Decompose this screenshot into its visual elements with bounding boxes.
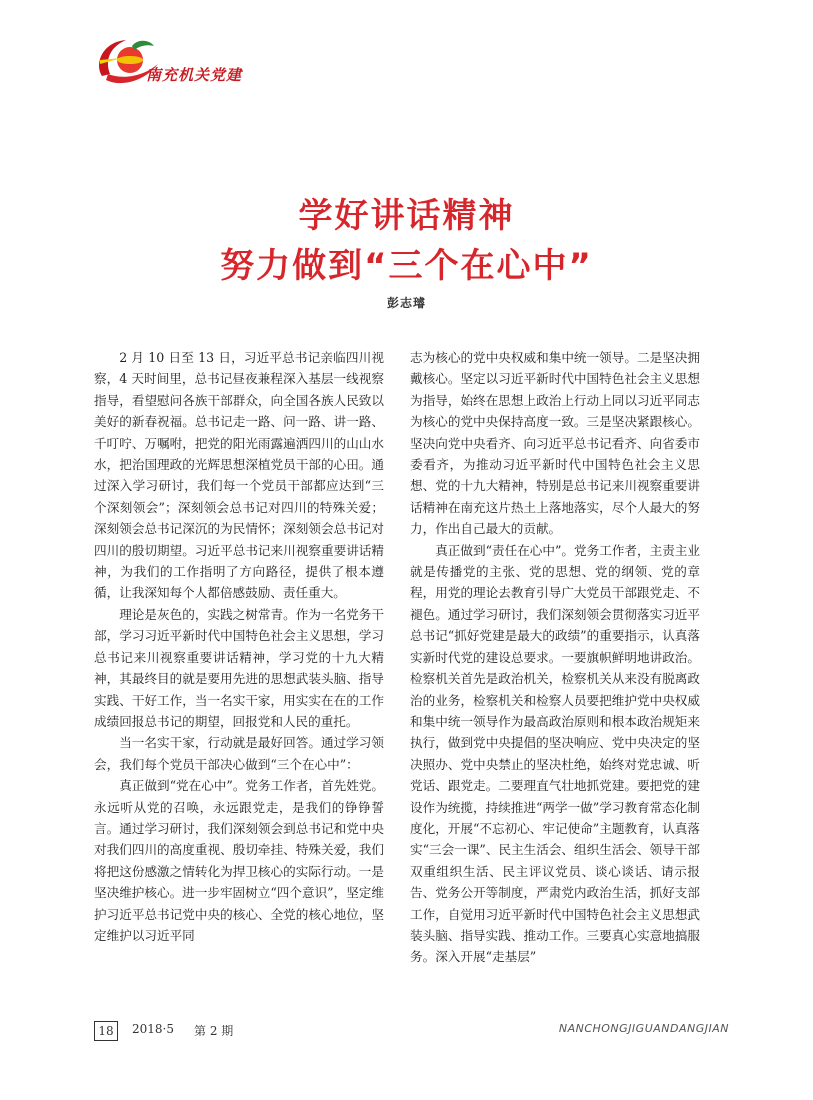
page-footer — [94, 1021, 729, 1041]
issue-date: 2018·5 — [132, 1022, 174, 1036]
paragraph: 真正做到“党在心中”。党务工作者，首先姓党。永远听从党的召唤，永远跟党走，是我们的铮铮誓言。通过学习研讨，我们深刻领会到总书记和党中央对我们四川的高度重视、殷切牵挂、特殊关爱，我们将把这份感激之情转化为捍卫核心的实际行动。一是坚决维护核心。进一步牢固树立“四个意识”，坚定维护习近平总书记党中央的核心、全党的核心地位，坚定维护以习近平同 — [94, 778, 384, 943]
paragraph: 当一名实干家，行动就是最好回答。通过学习领会，我们每个党员干部决心做到“三个在心中”： — [94, 735, 384, 772]
paragraph: 真正做到“责任在心中”。党务工作者，主责主业就是传播党的主张、党的思想、党的纲领、党的章程，用党的理论去教育引导广大党员干部跟党走、不褪色。通过学习研讨，我们深刻领会贯彻落实习近平总书记“抓好党建是最大的政绩”的重要指示，认真落实新时代党的建设总要求。一要旗帜鲜明地讲政治。检察机关首先是政治机关，检察机关从来没有脱离政治的业务，检察机关和检察人员要把维护党中央权威和集中统一领导作为最高政治原则和根本政治规矩来执行，做到党中央提倡的坚决响应、党中央决定的坚决照办、党中央禁止的坚决杜绝，始终对党忠诚、听党话、跟党走。二要理直气壮地抓党建。要把党的建设作为统揽，持续推进“两学一做”学习教育常态化制度化，开展“不忘初心、牢记使命”主题教育，认真落实“三会一课”、民主生活会、组织生活会、领导干部双重组织生活、民主评议党员、谈心谈话、请示报告、党务公开等制度，严肃党内政治生活，抓好支部工作，自觉用习近平新时代中国特色社会主义思想武装头脑、指导实践、推动工作。三要真心实意地搞服务。深入开展“走基层” — [410, 542, 700, 965]
paragraph-continued: 志为核心的党中央权威和集中统一领导。二是坚决拥戴核心。坚定以习近平新时代中国特色社会主义思想为指导，始终在思想上政治上行动上同以习近平同志为核心的党中央保持高度一致。三是坚决紧跟核心。坚决向党中央看齐、向习近平总书记看齐、向省委市委看齐，为推动习近平新时代中国特色社会主义思想、党的十九大精神，特别是总书记来川视察重要讲话精神在南充这片热土上落地落实，尽个人最大的努力，作出自己最大的贡献。 — [410, 350, 700, 537]
page-number: 18 — [94, 1021, 118, 1041]
article-title-line-1: 学好讲话精神 — [298, 196, 515, 236]
article-title-line-2: 努力做到“三个在心中” — [220, 246, 593, 286]
issue-number: 第 2 期 — [194, 1024, 234, 1038]
journal-pinyin: NANCHONGJIGUANDANGJIAN — [558, 1022, 729, 1035]
paragraph: 理论是灰色的，实践之树常青。作为一名党务干部，学习习近平新时代中国特色社会主义思想，学习总书记来川视察重要讲话精神，学习党的十九大精神，其最终目的就是要用先进的思想武装头脑、指导实践、干好工作，当一名实干家，用实实在在的工作成绩回报总书记的期望，回报党和人民的重托。 — [94, 606, 384, 729]
article-column-right — [410, 347, 700, 968]
article-column-left — [94, 347, 384, 946]
paragraph: 2 月 10 日至 13 日，习近平总书记亲临四川视察，4 天时间里，总书记昼夜兼程深入基层一线视察指导，看望慰问各族干部群众，向全国各族人民致以美好的新春祝福。总书记走一路、问一路、讲一路、千叮咛、万嘱咐，把党的阳光雨露遍洒四川的山山水水，把治国理政的光辉思想深植党员干部的心田。通过深入学习研讨，我们每一个党员干部都应达到“三个深刻领会”；深刻领会总书记对四川的特殊关爱；深刻领会总书记深沉的为民情怀；深刻领会总书记对四川的殷切期望。习近平总书记来川视察重要讲话精神，为我们的工作指明了方向路径，提供了根本遵循，让我深知每个人都倍感鼓励、责任重大。 — [94, 350, 384, 601]
journal-name: 南充机关党建 — [146, 66, 243, 84]
article-author: 彭志璿 — [386, 296, 426, 310]
